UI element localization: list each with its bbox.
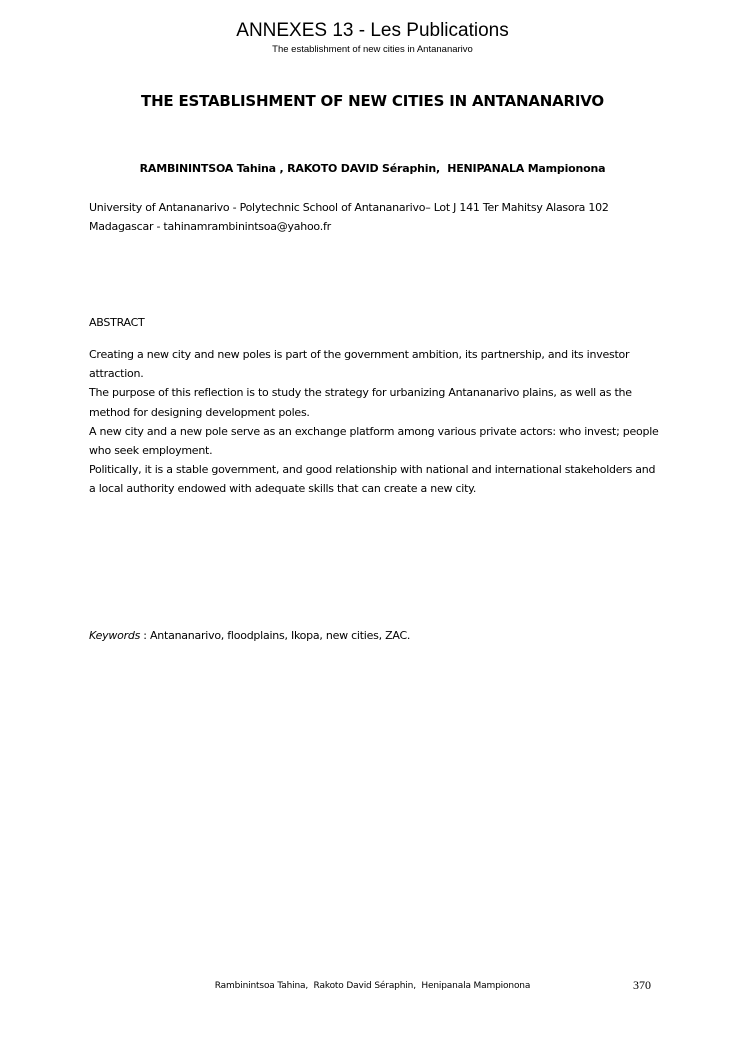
keywords-values: Antananarivo, floodplains, Ikopa, new cities, ZAC. — [150, 629, 411, 642]
keywords-separator: : — [140, 629, 151, 642]
keywords-label: Keywords — [89, 629, 141, 642]
abstract-paragraph: Politically, it is a stable government, and good relationship with national and international stakeholders and a local authority endowed with adequate skills that can create a new city. — [89, 463, 656, 496]
abstract-heading: ABSTRACT — [89, 316, 145, 329]
paper-title: THE ESTABLISHMENT OF NEW CITIES IN ANTANANARIVO — [141, 92, 604, 110]
page-number: 370 — [633, 978, 651, 992]
affiliation-line-2: Madagascar - tahinamrambinintsoa@yahoo.fr — [89, 220, 331, 234]
footer-authors: Rambinintsoa Tahina, Rakoto David Séraphin, Henipanala Mampionona — [214, 981, 531, 991]
paper-authors: RAMBININTSOA Tahina , RAKOTO DAVID Séraphin, HENIPANALA Mampionona — [139, 162, 606, 175]
affiliation — [89, 198, 659, 236]
abstract-paragraph: The purpose of this reflection is to study the strategy for urbanizing Antananarivo plains, as well as the method for designing development poles. — [89, 386, 632, 419]
running-header-title: ANNEXES 13 - Les Publications — [236, 20, 509, 41]
keywords — [89, 626, 659, 645]
abstract-body — [89, 345, 659, 499]
abstract-paragraph: Creating a new city and new poles is part of the government ambition, its partnership, and its investor attraction. — [89, 348, 630, 381]
affiliation-line-1: University of Antananarivo - Polytechnic School of Antananarivo– Lot J 141 Ter Mahitsy Alasora 102 — [89, 201, 609, 214]
running-header-subtitle: The establishment of new cities in Antananarivo — [272, 44, 473, 55]
abstract-paragraph: A new city and a new pole serve as an exchange platform among various private actors: who invest; people who seek employment. — [89, 424, 659, 458]
